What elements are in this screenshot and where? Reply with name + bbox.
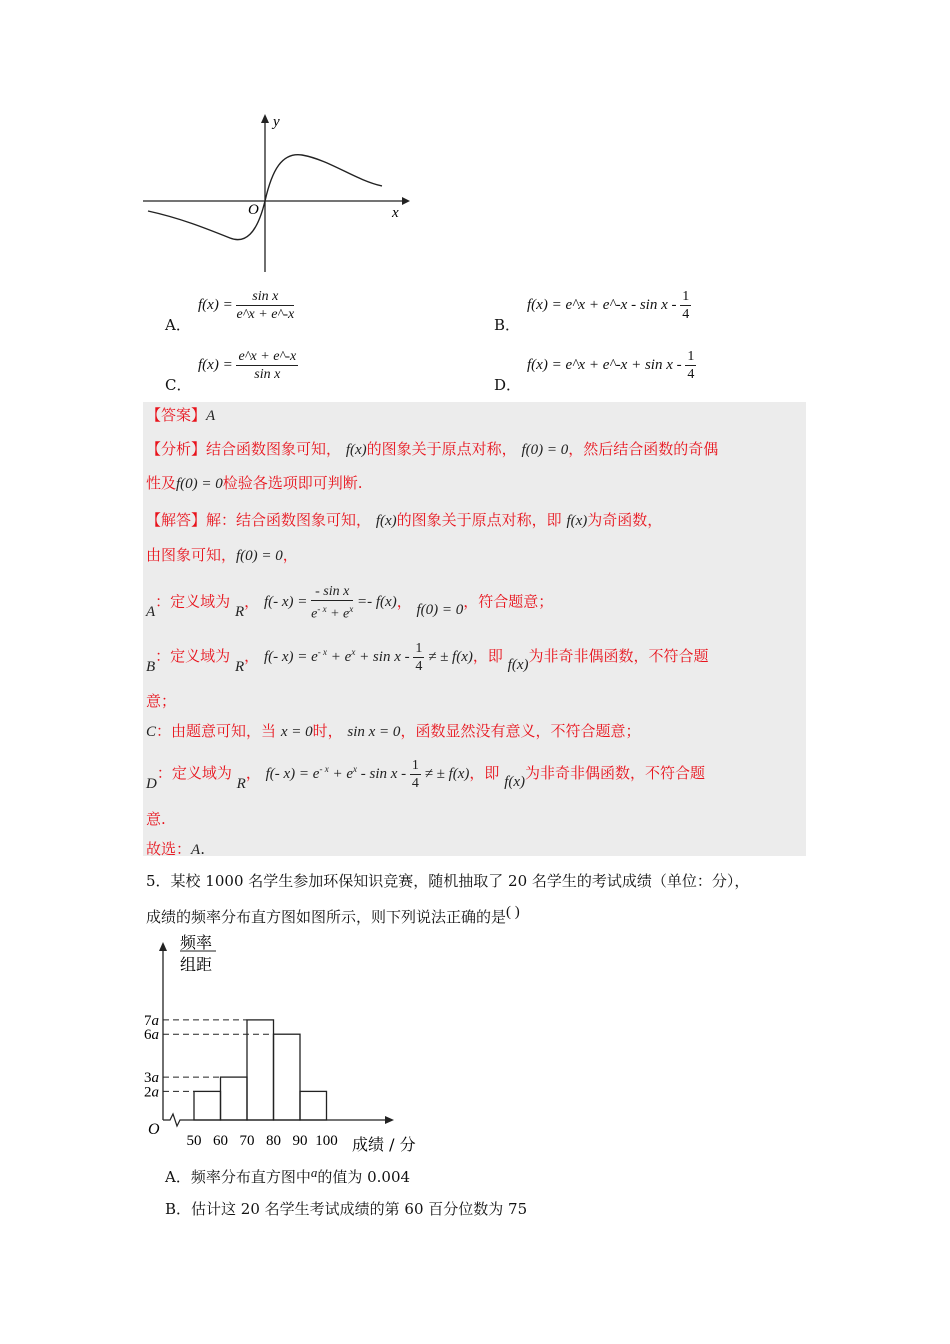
function-graph <box>140 110 420 280</box>
q5-option-b[interactable]: B．估计这 20 名学生考试成绩的第 60 百分位数为 75 <box>165 1200 528 1218</box>
hist-y-tick-label: 3a <box>144 1070 159 1087</box>
q5-line-2: 成绩的频率分布直方图如图所示，则下列说法正确的是( ) <box>146 904 520 926</box>
hist-bar <box>194 1091 221 1120</box>
hist-bar <box>247 1020 274 1120</box>
choose-line: 故选：A. <box>146 840 205 858</box>
hist-x-arrow <box>385 1116 394 1124</box>
option-formula: f(x) = $\frac{\text{sin x}}{e\^{}x + e\^{}-x}$ <box>198 289 295 322</box>
answer-line: 【答案】A <box>146 406 216 424</box>
y-axis-label: y <box>273 114 280 130</box>
hist-bar <box>274 1034 301 1120</box>
hist-x-tick-label: 70 <box>239 1133 255 1149</box>
q5-option-a[interactable]: A．频率分布直方图中a的值为 0.004 <box>165 1165 411 1186</box>
hist-x-tick-label: 90 <box>292 1133 308 1149</box>
case-d: D：定义域为 R， f(- $x) = e^{- x} + e^x - \sin x$ - $\frac{1}{4}$ ≠ ± f(x)，即 f(x)为非奇非偶函数，不符合题 <box>146 758 706 792</box>
hist-ylabel-bottom: 组距 <box>180 955 213 974</box>
option-label: B． <box>494 316 521 334</box>
hist-y-arrow <box>159 942 167 951</box>
origin-label: O <box>248 202 259 218</box>
hist-bar <box>221 1077 248 1120</box>
solution-line-1: 【解答】解：结合函数图象可知， f(x)的图象关于原点对称，即 f(x)为奇函数， <box>146 511 663 529</box>
option-label: C． <box>165 376 192 394</box>
case-c: C：由题意可知，当 x = 0时， sin x = 0，函数显然没有意义，不符合题意； <box>146 722 641 740</box>
option-label: D． <box>494 376 522 394</box>
option-formula: f(x) = $\frac{e\^{}x + e\^{}-x}{\text{sin x}}$ <box>198 349 297 382</box>
option-label: A． <box>165 316 191 334</box>
hist-y-tick-label: 6a <box>144 1027 159 1044</box>
hist-origin: O <box>148 1121 160 1138</box>
analysis-line-1: 【分析】结合函数图象可知， f(x)的图象关于原点对称， f(0) = 0，然后结合函数的奇偶 <box>146 440 719 458</box>
hist-x-tick-label: 50 <box>186 1133 202 1149</box>
axis-break <box>163 1114 183 1126</box>
x-axis-label: x <box>392 205 399 221</box>
hist-x-tick-label: 60 <box>213 1133 228 1149</box>
hist-y-tick-label: 2a <box>144 1084 159 1101</box>
option-formula: f(x) = e^x + e^-x - sin x - $\frac{1}{4}$ <box>527 289 690 322</box>
q5-line-1: 5．某校 1000 名学生参加环保知识竞赛，随机抽取了 20 名学生的考试成绩（单位：分）， <box>146 872 750 890</box>
solution-line-2: 由图象可知，f(0) = 0， <box>146 546 298 564</box>
hist-xlabel: 成绩 / 分 <box>352 1135 416 1154</box>
hist-bar <box>300 1091 327 1120</box>
option-formula: f(x) = e^x + e^-x + sin x - $\frac{1}{4}$ <box>527 349 695 382</box>
case-a: A：定义域为 R， f(- x) = $\frac{\text{- sin x}}{e^{- x} + e^x}$ =- f(x)， f(0) = 0，符合题意； <box>146 584 554 622</box>
case-b: B：定义域为 R， f(- $x) = e^{- x} + e^x + \sin x$ - $\frac{1}{4}$ ≠ ± f(x)，即 f(x)为非奇非偶函数，不符合题 <box>146 641 709 675</box>
case-b-end: 意； <box>146 692 177 710</box>
hist-x-tick-label: 80 <box>266 1133 281 1149</box>
hist-ylabel-top: 频率 <box>180 933 213 952</box>
y-axis-arrow <box>261 114 269 123</box>
hist-y-tick-label: 7a <box>144 1012 159 1029</box>
case-d-end: 意. <box>146 810 166 828</box>
hist-x-tick-label: 100 <box>315 1133 338 1149</box>
x-axis-arrow <box>402 197 410 205</box>
analysis-line-2: 性及f(0) = 0检验各选项即可判断. <box>146 474 363 492</box>
frequency-histogram <box>140 928 440 1160</box>
